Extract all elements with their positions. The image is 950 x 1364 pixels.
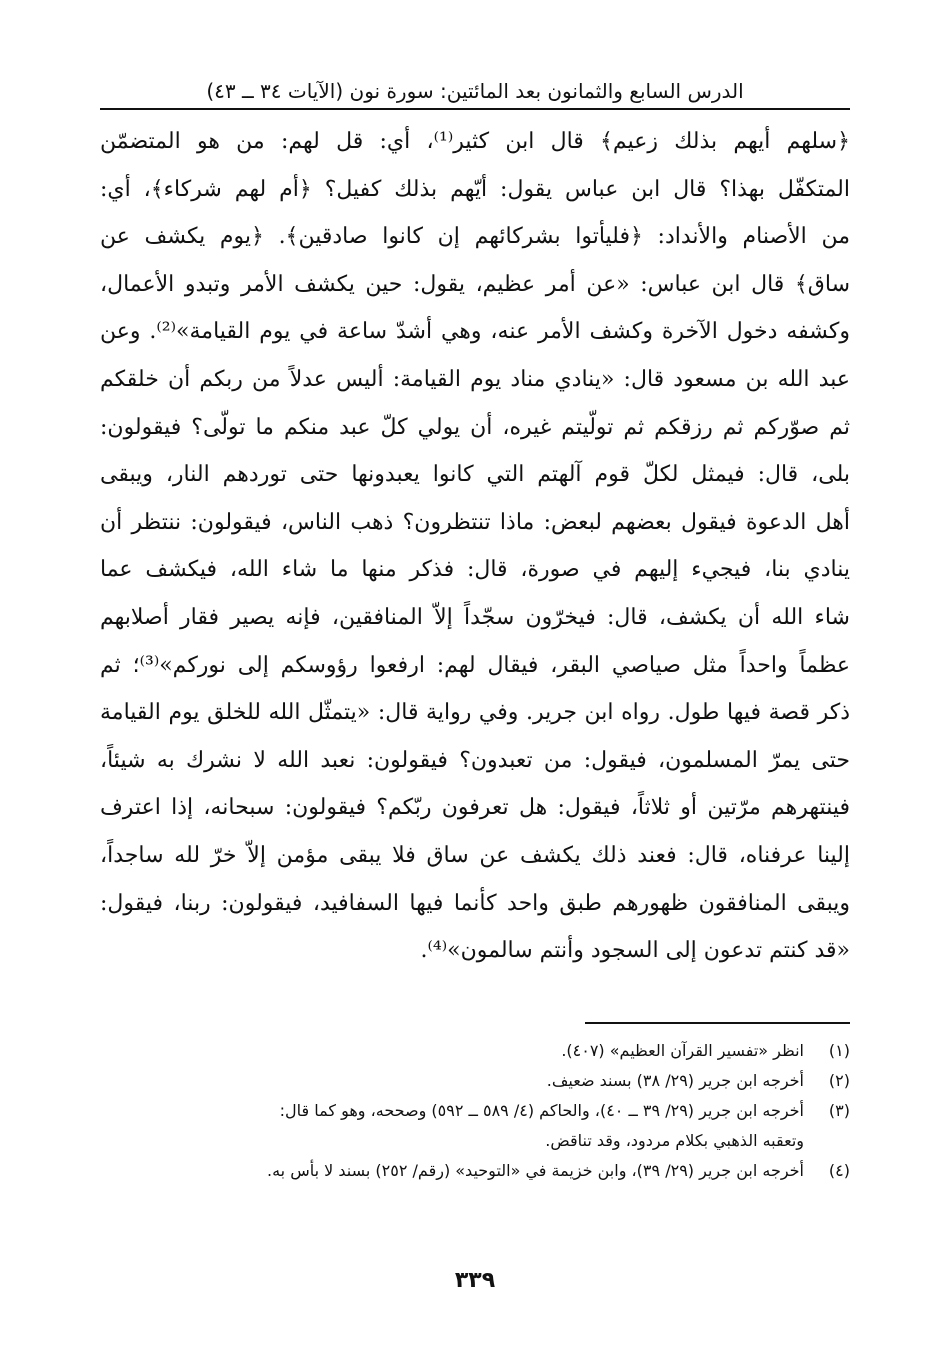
page-number: ٣٣٩	[454, 1268, 496, 1293]
footnote-text: انظر «تفسير القرآن العظيم» (٤٠٧).	[561, 1041, 804, 1060]
footnote	[96, 1156, 850, 1186]
footnote-text: أخرجه ابن جرير (٢٩/ ٣٨) بسند ضعيف.	[546, 1071, 804, 1090]
text-line: ويبقى المنافقون ظهورهم طبق واحد كأنما فيها السفافيد، فيقولون: ربنا، فيقول:	[100, 890, 850, 916]
text-line: حتى يمرّ المسلمون، فيقول: من تعبدون؟ فيقولون: نعبد الله لا نشرك به شيئاً،	[100, 747, 850, 773]
text-line: عبد الله بن مسعود قال: «ينادي مناد يوم القيامة: أليس عدلاً من ربكم أن خلقكم	[100, 366, 850, 392]
text-line: ﴿سلهم أيهم بذلك زعيم﴾ قال ابن كثير⁽¹⁾، أي: قل لهم: من هو المتضمّن	[100, 129, 850, 154]
text-line: بلى، قال: فيمثل لكلّ قوم آلهتم التي كانوا يعبدونها حتى توردهم النار، ويبقى	[100, 462, 850, 488]
text-line: فينتهرهم مرّتين أو ثلاثاً، فيقول: هل تعرفون ربّكم؟ فيقولون: سبحانه، إذا اعترف	[100, 795, 850, 821]
footnotes	[96, 1036, 850, 1186]
text-line: «قد كنتم تدعون إلى السجود وأنتم سالمون»⁽⁴⁾.	[420, 938, 850, 964]
text-line: شاء الله أن يكشف، قال: فيخرّون سجّداً إلاّ المنافقين، فإنه يصير فقار أصلابهم	[100, 604, 850, 630]
footnote-text: وتعقبه الذهبي بكلام مردود، وقد تناقض.	[545, 1131, 804, 1150]
footnote-number: (٢)	[828, 1071, 850, 1090]
text-line: وكشفه دخول الآخرة وكشف الأمر عنه، وهي أشدّ ساعة في يوم القيامة»⁽²⁾. وعن	[100, 319, 850, 345]
text-line: عظماً واحداً مثل صياصي البقر، فيقال لهم: ارفعوا رؤوسكم إلى نوركم»⁽³⁾؛ ثم	[100, 652, 850, 678]
text-line: ذكر قصة فيها طول. رواه ابن جرير. وفي رواية قال: «يتمثّل الله للخلق يوم القيامة	[100, 700, 850, 726]
text-line: أهل الدعوة فيقول بعضهم لبعض: ماذا تنتظرون؟ ذهب الناس، فيقولون: ننتظر أن	[100, 509, 850, 535]
footnote-number: (٣)	[828, 1101, 850, 1120]
footnote-text: أخرجه ابن جرير (٢٩/ ٣٩ ــ ٤٠)، والحاكم (٤/ ٥٨٩ ــ ٥٩٢) وصححه، وهو كما قال:	[279, 1101, 804, 1120]
text-line: ثم صوّركم ثم رزقكم ثم تولّيتم غيره، أن يولي كلّ عبد منكم ما تولّى؟ فيقولون:	[100, 414, 850, 440]
text-line: المتكفّل بهذا؟ قال ابن عباس يقول: أيّهم بذلك كفيل؟ ﴿أم لهم شركاء﴾، أي:	[100, 176, 850, 202]
running-header: الدرس السابع والثمانون بعد المائتين: سورة نون (الآيات ٣٤ ــ ٤٣)	[206, 79, 744, 103]
text-line: ينادي بنا، فيجيء إليهم في صورة، قال: فذكر منها ما شاء الله، فيكشف عما	[100, 557, 850, 583]
footnote	[96, 1066, 850, 1096]
footnote-number: (١)	[828, 1041, 850, 1060]
footnote-rule	[585, 1022, 850, 1024]
body-text	[100, 118, 850, 975]
text-line: ساق﴾ قال ابن عباس: «عن أمر عظيم، يقول: حين يكشف الأمر وتبدو الأعمال،	[100, 271, 850, 297]
footnote-text: أخرجه ابن جرير (٢٩/ ٣٩)، وابن خزيمة في «التوحيد» (رقم/ ٢٥٢) بسند لا بأس به.	[267, 1161, 804, 1180]
footnote	[96, 1096, 850, 1126]
footnote-continuation	[96, 1126, 850, 1156]
text-line: إلينا عرفناه، قال: فعند ذلك يكشف عن ساق فلا يبقى مؤمن إلاّ خرّ لله ساجداً،	[100, 842, 850, 868]
footnote-number: (٤)	[828, 1161, 850, 1180]
footnote	[96, 1036, 850, 1066]
header-rule	[100, 108, 850, 110]
text-line: من الأصنام والأنداد: ﴿فليأتوا بشركائهم إن كانوا صادقين﴾. ﴿يوم يكشف عن	[100, 224, 850, 250]
